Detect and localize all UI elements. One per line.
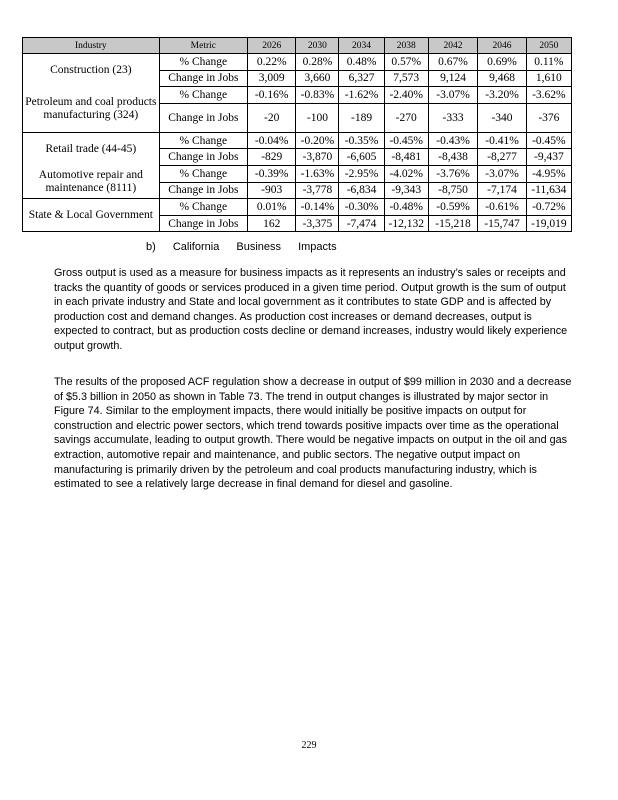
value-cell: 0.01% [247, 199, 295, 216]
value-cell: 0.28% [296, 54, 339, 71]
value-cell: -3.62% [526, 87, 571, 104]
value-cell: -7,174 [478, 182, 526, 199]
value-cell: -0.59% [428, 199, 478, 216]
value-cell: -0.39% [247, 165, 295, 182]
value-cell: -0.35% [339, 132, 384, 149]
table-row [23, 132, 572, 149]
header-cell: 2050 [526, 38, 571, 54]
section-title-word: California [172, 241, 220, 253]
value-cell: -4.95% [526, 165, 571, 182]
value-cell: -1.63% [296, 165, 339, 182]
industry-cell: Retail trade (44-45) [23, 132, 160, 165]
header-cell: 2042 [428, 38, 478, 54]
value-cell: 3,009 [247, 70, 295, 87]
value-cell: -0.43% [428, 132, 478, 149]
table-row [23, 54, 572, 71]
value-cell: -340 [478, 103, 526, 132]
value-cell: -2.40% [384, 87, 428, 104]
value-cell: -4.02% [384, 165, 428, 182]
header-cell: 2034 [339, 38, 384, 54]
value-cell: -9,437 [526, 149, 571, 166]
metric-cell: % Change [159, 87, 247, 104]
value-cell: -9,343 [384, 182, 428, 199]
value-cell: -3.07% [428, 87, 478, 104]
value-cell: -8,438 [428, 149, 478, 166]
table-row [23, 87, 572, 104]
value-cell: 6,327 [339, 70, 384, 87]
metric-cell: % Change [159, 199, 247, 216]
value-cell: -7,474 [339, 215, 384, 232]
value-cell: 1,610 [526, 70, 571, 87]
value-cell: -270 [384, 103, 428, 132]
industry-cell: Automotive repair and maintenance (8111) [23, 165, 160, 198]
value-cell: 162 [247, 215, 295, 232]
body-paragraph: The results of the proposed ACF regulation show a decrease in output of $99 million in 2030 and a decrease of $5.3 billion in 2050 as shown in Table 73. The trend in output changes is illustrated by major sector in Figure 74. Similar to the employment impacts, there would initially be positive impacts on output for construction and electric power sectors, which trend towards positive impacts over time as the operational savings accumulate, leading to output growth. There would be negative impacts on output in the oil and gas extraction, automotive repair and maintenance, and public sectors. The negative output impact on manufacturing is primarily driven by the petroleum and coal products manufacturing industry, which is estimated to see a relatively large decrease in final demand for diesel and gasoline. [54, 376, 572, 491]
value-cell: -3,870 [296, 149, 339, 166]
metric-cell: % Change [159, 132, 247, 149]
metric-cell: Change in Jobs [159, 182, 247, 199]
industry-cell: State & Local Government [23, 199, 160, 232]
header-cell: 2026 [247, 38, 295, 54]
value-cell: -0.16% [247, 87, 295, 104]
value-cell: 9,468 [478, 70, 526, 87]
header-cell: 2030 [296, 38, 339, 54]
value-cell: -0.04% [247, 132, 295, 149]
header-cell: 2038 [384, 38, 428, 54]
value-cell: -0.45% [526, 132, 571, 149]
metric-cell: % Change [159, 165, 247, 182]
value-cell: -15,218 [428, 215, 478, 232]
section-letter: b) [146, 241, 156, 253]
value-cell: -0.45% [384, 132, 428, 149]
value-cell: 0.22% [247, 54, 295, 71]
body-paragraph: Gross output is used as a measure for business impacts as it represents an industry’s sales or receipts and tracks the quantity of goods or services produced in a given time period. Output growth is the sum of output in each private industry and State and local government as it contributes to state GDP and is affected by production cost and demand changes. As production cost increases or demand decreases, output is expected to contract, but as production costs decline or demand increases, industry would likely experience output growth. [54, 267, 568, 352]
metric-cell: Change in Jobs [159, 103, 247, 132]
metric-cell: Change in Jobs [159, 215, 247, 232]
value-cell: -903 [247, 182, 295, 199]
value-cell: -0.20% [296, 132, 339, 149]
value-cell: -12,132 [384, 215, 428, 232]
value-cell: -2.95% [339, 165, 384, 182]
value-cell: -6,605 [339, 149, 384, 166]
value-cell: -8,277 [478, 149, 526, 166]
value-cell: -1.62% [339, 87, 384, 104]
table-header-row [23, 38, 572, 54]
value-cell: -0.41% [478, 132, 526, 149]
value-cell: -100 [296, 103, 339, 132]
metric-cell: Change in Jobs [159, 149, 247, 166]
header-cell: 2046 [478, 38, 526, 54]
value-cell: -3.76% [428, 165, 478, 182]
value-cell: 3,660 [296, 70, 339, 87]
value-cell: -3.07% [478, 165, 526, 182]
value-cell: -376 [526, 103, 571, 132]
value-cell: -3,778 [296, 182, 339, 199]
metric-cell: Change in Jobs [159, 70, 247, 87]
value-cell: -3,375 [296, 215, 339, 232]
value-cell: -189 [339, 103, 384, 132]
industry-cell: Petroleum and coal products manufacturing (324) [23, 87, 160, 133]
value-cell: 0.57% [384, 54, 428, 71]
value-cell: 0.69% [478, 54, 526, 71]
value-cell: 9,124 [428, 70, 478, 87]
section-heading [146, 241, 351, 253]
value-cell: 7,573 [384, 70, 428, 87]
value-cell: -0.61% [478, 199, 526, 216]
employment-impacts-table [22, 37, 572, 232]
value-cell: -829 [247, 149, 295, 166]
value-cell: 0.11% [526, 54, 571, 71]
value-cell: -11,634 [526, 182, 571, 199]
section-title-word: Business [236, 241, 282, 253]
table-row [23, 199, 572, 216]
value-cell: -19,019 [526, 215, 571, 232]
value-cell: 0.67% [428, 54, 478, 71]
section-title-word: Impacts [298, 241, 337, 253]
header-cell: Metric [159, 38, 247, 54]
header-cell: Industry [23, 38, 160, 54]
page-number: 229 [301, 740, 317, 751]
value-cell: -15,747 [478, 215, 526, 232]
table-row [23, 165, 572, 182]
value-cell: -0.48% [384, 199, 428, 216]
value-cell: -0.30% [339, 199, 384, 216]
metric-cell: % Change [159, 54, 247, 71]
value-cell: 0.48% [339, 54, 384, 71]
value-cell: -0.83% [296, 87, 339, 104]
industry-cell: Construction (23) [23, 54, 160, 87]
value-cell: -20 [247, 103, 295, 132]
value-cell: -8,481 [384, 149, 428, 166]
value-cell: -0.14% [296, 199, 339, 216]
value-cell: -6,834 [339, 182, 384, 199]
value-cell: -3.20% [478, 87, 526, 104]
value-cell: -8,750 [428, 182, 478, 199]
value-cell: -333 [428, 103, 478, 132]
value-cell: -0.72% [526, 199, 571, 216]
